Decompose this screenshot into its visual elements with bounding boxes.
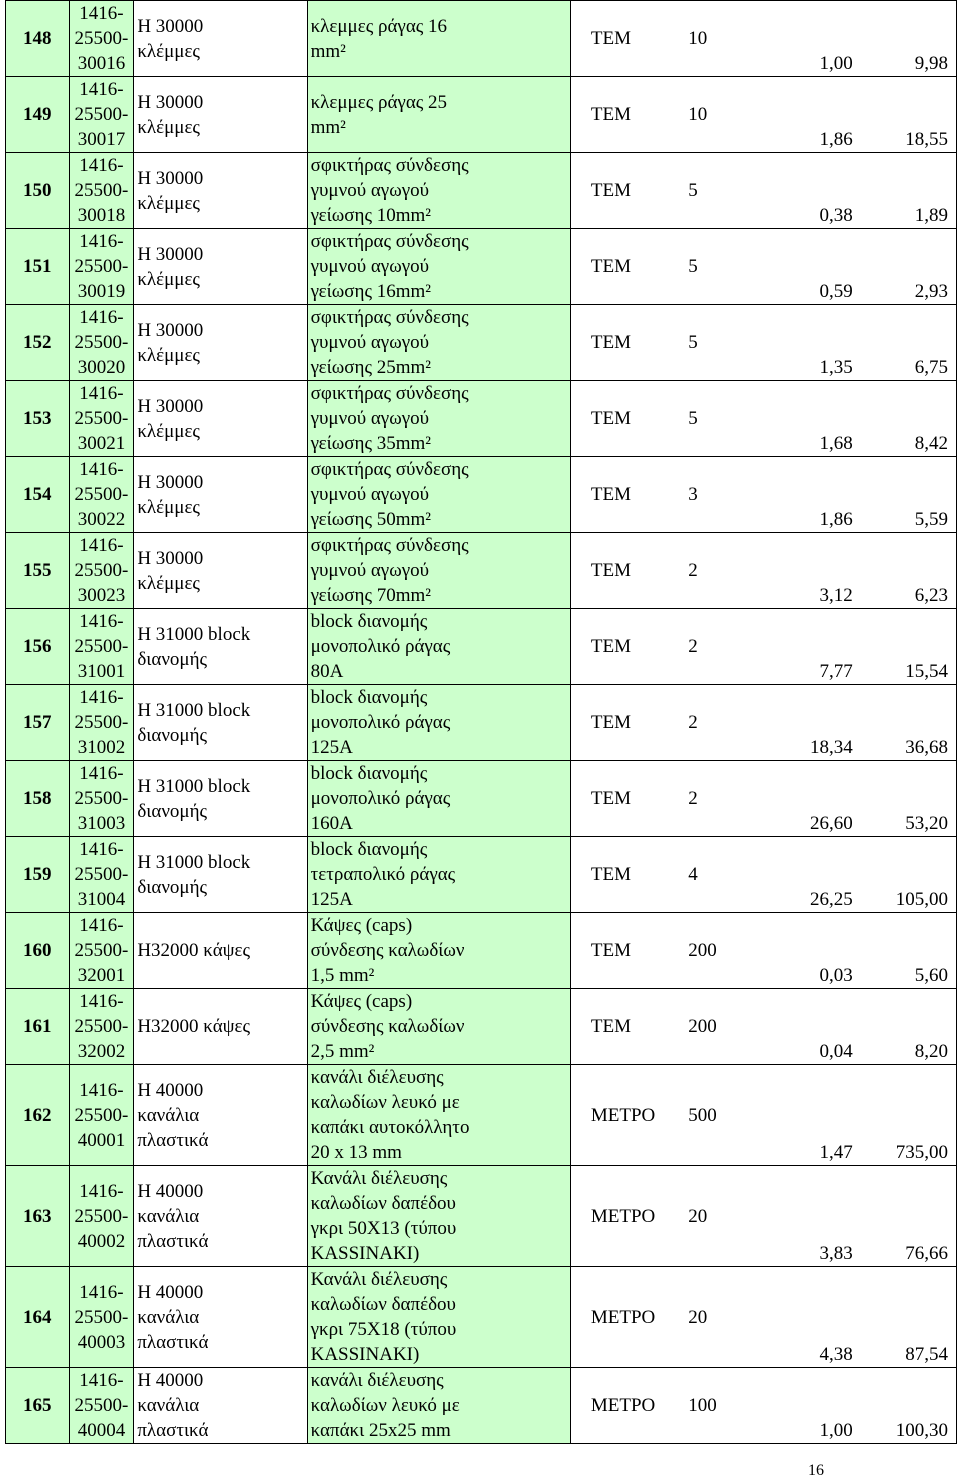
item-code: 1416- 25500- 40004 bbox=[69, 1368, 134, 1444]
item-total: 5,60 bbox=[853, 913, 957, 989]
item-group: Η 30000 κλέμμες bbox=[134, 305, 307, 381]
item-unit: ΤΕΜ bbox=[570, 837, 688, 913]
item-group: Η 30000 κλέμμες bbox=[134, 1, 307, 77]
table-row bbox=[6, 913, 957, 989]
row-number: 148 bbox=[6, 1, 70, 77]
row-number: 158 bbox=[6, 761, 70, 837]
item-quantity: 2 bbox=[688, 761, 765, 837]
row-number: 160 bbox=[6, 913, 70, 989]
item-total: 100,30 bbox=[853, 1368, 957, 1444]
item-unit-price: 1,00 bbox=[765, 1, 853, 77]
table-row bbox=[6, 305, 957, 381]
item-code: 1416- 25500- 30021 bbox=[69, 381, 134, 457]
table-row bbox=[6, 685, 957, 761]
item-description: block διανομής τετραπολικό ράγας 125Α bbox=[307, 837, 570, 913]
item-unit: ΤΕΜ bbox=[570, 77, 688, 153]
table-row bbox=[6, 533, 957, 609]
item-description: block διανομής μονοπολικό ράγας 160Α bbox=[307, 761, 570, 837]
item-quantity: 200 bbox=[688, 989, 765, 1065]
row-number: 155 bbox=[6, 533, 70, 609]
table-row bbox=[6, 1267, 957, 1368]
item-description: κανάλι διέλευσης καλωδίων λευκό με καπάκι αυτοκόλλητο 20 x 13 mm bbox=[307, 1065, 570, 1166]
item-quantity: 2 bbox=[688, 609, 765, 685]
table-row bbox=[6, 1166, 957, 1267]
row-number: 157 bbox=[6, 685, 70, 761]
table-row bbox=[6, 989, 957, 1065]
item-description: σφικτήρας σύνδεσης γυμνού αγωγού γείωσης 35mm² bbox=[307, 381, 570, 457]
table-row bbox=[6, 381, 957, 457]
page-number: 16 bbox=[808, 1462, 824, 1479]
item-group: Η 31000 block διανομής bbox=[134, 837, 307, 913]
row-number: 165 bbox=[6, 1368, 70, 1444]
item-description: block διανομής μονοπολικό ράγας 125Α bbox=[307, 685, 570, 761]
item-quantity: 10 bbox=[688, 1, 765, 77]
price-table-body bbox=[6, 1, 957, 1444]
row-number: 159 bbox=[6, 837, 70, 913]
item-quantity: 5 bbox=[688, 153, 765, 229]
item-group: Η 30000 κλέμμες bbox=[134, 381, 307, 457]
item-unit: ΤΕΜ bbox=[570, 685, 688, 761]
item-total: 6,23 bbox=[853, 533, 957, 609]
item-group: Η 40000 κανάλια πλαστικά bbox=[134, 1267, 307, 1368]
item-unit: ΤΕΜ bbox=[570, 457, 688, 533]
item-quantity: 20 bbox=[688, 1267, 765, 1368]
item-total: 6,75 bbox=[853, 305, 957, 381]
row-number: 154 bbox=[6, 457, 70, 533]
table-row bbox=[6, 77, 957, 153]
table-row bbox=[6, 229, 957, 305]
table-row bbox=[6, 1065, 957, 1166]
item-total: 87,54 bbox=[853, 1267, 957, 1368]
item-code: 1416- 25500- 40002 bbox=[69, 1166, 134, 1267]
item-description: block διανομής μονοπολικό ράγας 80Α bbox=[307, 609, 570, 685]
item-quantity: 100 bbox=[688, 1368, 765, 1444]
item-quantity: 2 bbox=[688, 685, 765, 761]
item-group: Η32000 κάψες bbox=[134, 989, 307, 1065]
item-total: 2,93 bbox=[853, 229, 957, 305]
item-description: σφικτήρας σύνδεσης γυμνού αγωγού γείωσης 16mm² bbox=[307, 229, 570, 305]
row-number: 162 bbox=[6, 1065, 70, 1166]
item-unit: ΤΕΜ bbox=[570, 229, 688, 305]
item-unit: ΜΕΤΡΟ bbox=[570, 1065, 688, 1166]
item-group: Η 30000 κλέμμες bbox=[134, 153, 307, 229]
item-total: 15,54 bbox=[853, 609, 957, 685]
item-description: σφικτήρας σύνδεσης γυμνού αγωγού γείωσης 70mm² bbox=[307, 533, 570, 609]
item-code: 1416- 25500- 40001 bbox=[69, 1065, 134, 1166]
item-unit-price: 1,68 bbox=[765, 381, 853, 457]
item-total: 18,55 bbox=[853, 77, 957, 153]
item-unit: ΜΕΤΡΟ bbox=[570, 1166, 688, 1267]
item-group: Η 30000 κλέμμες bbox=[134, 77, 307, 153]
item-quantity: 5 bbox=[688, 229, 765, 305]
item-total: 76,66 bbox=[853, 1166, 957, 1267]
item-code: 1416- 25500- 31002 bbox=[69, 685, 134, 761]
item-unit-price: 1,35 bbox=[765, 305, 853, 381]
table-row bbox=[6, 609, 957, 685]
row-number: 149 bbox=[6, 77, 70, 153]
item-total: 8,42 bbox=[853, 381, 957, 457]
item-group: Η 30000 κλέμμες bbox=[134, 457, 307, 533]
item-quantity: 5 bbox=[688, 381, 765, 457]
price-table bbox=[5, 0, 957, 1444]
item-group: Η 30000 κλέμμες bbox=[134, 229, 307, 305]
item-group: Η32000 κάψες bbox=[134, 913, 307, 989]
item-total: 8,20 bbox=[853, 989, 957, 1065]
item-unit: ΤΕΜ bbox=[570, 913, 688, 989]
item-description: Κανάλι διέλευσης καλωδίων δαπέδου γκρι 75Χ18 (τύπου KASSINAKI) bbox=[307, 1267, 570, 1368]
item-unit: ΤΕΜ bbox=[570, 153, 688, 229]
item-code: 1416- 25500- 30018 bbox=[69, 153, 134, 229]
item-group: Η 30000 κλέμμες bbox=[134, 533, 307, 609]
table-row bbox=[6, 837, 957, 913]
item-code: 1416- 25500- 30017 bbox=[69, 77, 134, 153]
item-description: Κανάλι διέλευσης καλωδίων δαπέδου γκρι 50Χ13 (τύπου KASSINAKI) bbox=[307, 1166, 570, 1267]
item-total: 53,20 bbox=[853, 761, 957, 837]
item-unit: ΤΕΜ bbox=[570, 305, 688, 381]
item-unit-price: 0,38 bbox=[765, 153, 853, 229]
item-unit-price: 1,86 bbox=[765, 457, 853, 533]
item-code: 1416- 25500- 30023 bbox=[69, 533, 134, 609]
item-unit-price: 1,86 bbox=[765, 77, 853, 153]
item-total: 1,89 bbox=[853, 153, 957, 229]
item-unit: ΜΕΤΡΟ bbox=[570, 1368, 688, 1444]
item-unit: ΤΕΜ bbox=[570, 533, 688, 609]
item-unit-price: 0,03 bbox=[765, 913, 853, 989]
item-code: 1416- 25500- 31004 bbox=[69, 837, 134, 913]
item-code: 1416- 25500- 30019 bbox=[69, 229, 134, 305]
item-unit-price: 1,47 bbox=[765, 1065, 853, 1166]
item-code: 1416- 25500- 31003 bbox=[69, 761, 134, 837]
item-unit-price: 26,25 bbox=[765, 837, 853, 913]
row-number: 150 bbox=[6, 153, 70, 229]
item-group: Η 31000 block διανομής bbox=[134, 761, 307, 837]
item-quantity: 5 bbox=[688, 305, 765, 381]
item-unit-price: 18,34 bbox=[765, 685, 853, 761]
item-unit-price: 4,38 bbox=[765, 1267, 853, 1368]
item-total: 9,98 bbox=[853, 1, 957, 77]
item-total: 735,00 bbox=[853, 1065, 957, 1166]
row-number: 152 bbox=[6, 305, 70, 381]
item-group: Η 31000 block διανομής bbox=[134, 609, 307, 685]
row-number: 151 bbox=[6, 229, 70, 305]
table-row bbox=[6, 457, 957, 533]
item-quantity: 200 bbox=[688, 913, 765, 989]
item-unit: ΤΕΜ bbox=[570, 609, 688, 685]
item-quantity: 20 bbox=[688, 1166, 765, 1267]
item-group: Η 40000 κανάλια πλαστικά bbox=[134, 1065, 307, 1166]
item-description: Κάψες (caps) σύνδεσης καλωδίων 2,5 mm² bbox=[307, 989, 570, 1065]
item-code: 1416- 25500- 30020 bbox=[69, 305, 134, 381]
item-quantity: 4 bbox=[688, 837, 765, 913]
row-number: 164 bbox=[6, 1267, 70, 1368]
item-unit-price: 1,00 bbox=[765, 1368, 853, 1444]
item-unit-price: 0,59 bbox=[765, 229, 853, 305]
item-description: σφικτήρας σύνδεσης γυμνού αγωγού γείωσης 50mm² bbox=[307, 457, 570, 533]
table-row bbox=[6, 761, 957, 837]
item-unit-price: 3,83 bbox=[765, 1166, 853, 1267]
item-code: 1416- 25500- 30022 bbox=[69, 457, 134, 533]
table-row bbox=[6, 1368, 957, 1444]
item-unit: ΤΕΜ bbox=[570, 381, 688, 457]
item-unit: ΜΕΤΡΟ bbox=[570, 1267, 688, 1368]
item-code: 1416- 25500- 32001 bbox=[69, 913, 134, 989]
row-number: 161 bbox=[6, 989, 70, 1065]
item-code: 1416- 25500- 32002 bbox=[69, 989, 134, 1065]
item-quantity: 2 bbox=[688, 533, 765, 609]
row-number: 163 bbox=[6, 1166, 70, 1267]
item-quantity: 500 bbox=[688, 1065, 765, 1166]
item-unit: ΤΕΜ bbox=[570, 761, 688, 837]
item-unit-price: 0,04 bbox=[765, 989, 853, 1065]
item-quantity: 10 bbox=[688, 77, 765, 153]
item-description: σφικτήρας σύνδεσης γυμνού αγωγού γείωσης 10mm² bbox=[307, 153, 570, 229]
item-description: κλεμμες ράγας 25 mm² bbox=[307, 77, 570, 153]
table-row bbox=[6, 1, 957, 77]
item-code: 1416- 25500- 31001 bbox=[69, 609, 134, 685]
item-description: σφικτήρας σύνδεσης γυμνού αγωγού γείωσης 25mm² bbox=[307, 305, 570, 381]
item-description: Κάψες (caps) σύνδεσης καλωδίων 1,5 mm² bbox=[307, 913, 570, 989]
item-total: 36,68 bbox=[853, 685, 957, 761]
item-group: Η 40000 κανάλια πλαστικά bbox=[134, 1368, 307, 1444]
item-group: Η 31000 block διανομής bbox=[134, 685, 307, 761]
item-quantity: 3 bbox=[688, 457, 765, 533]
item-description: κλεμμες ράγας 16 mm² bbox=[307, 1, 570, 77]
row-number: 156 bbox=[6, 609, 70, 685]
item-unit-price: 7,77 bbox=[765, 609, 853, 685]
item-unit-price: 3,12 bbox=[765, 533, 853, 609]
item-unit: ΤΕΜ bbox=[570, 1, 688, 77]
table-row bbox=[6, 153, 957, 229]
item-total: 105,00 bbox=[853, 837, 957, 913]
item-group: Η 40000 κανάλια πλαστικά bbox=[134, 1166, 307, 1267]
item-description: κανάλι διέλευσης καλωδίων λευκό με καπάκι 25x25 mm bbox=[307, 1368, 570, 1444]
item-unit: ΤΕΜ bbox=[570, 989, 688, 1065]
item-code: 1416- 25500- 40003 bbox=[69, 1267, 134, 1368]
item-total: 5,59 bbox=[853, 457, 957, 533]
item-unit-price: 26,60 bbox=[765, 761, 853, 837]
item-code: 1416- 25500- 30016 bbox=[69, 1, 134, 77]
row-number: 153 bbox=[6, 381, 70, 457]
